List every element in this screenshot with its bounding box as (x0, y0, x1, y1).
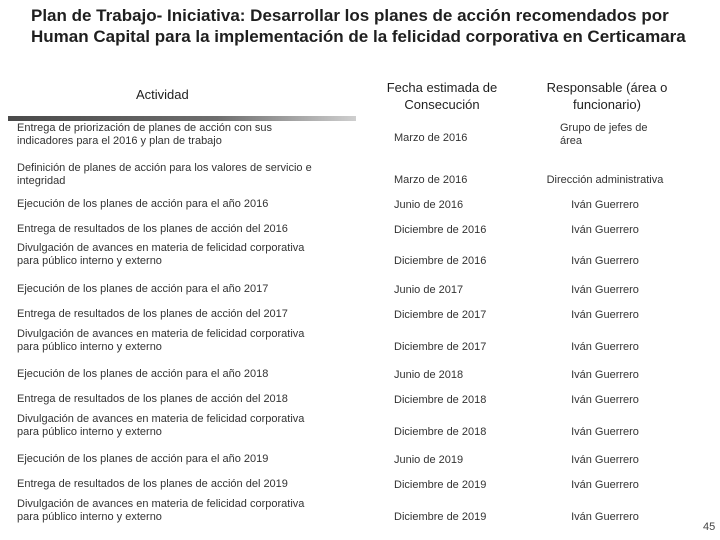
cell-actividad: Ejecución de los planes de acción para el año 2019 (17, 453, 269, 465)
cell-responsable: Iván Guerrero (571, 394, 639, 406)
cell-actividad: Entrega de resultados de los planes de acción del 2019 (17, 478, 288, 490)
cell-responsable: Iván Guerrero (571, 309, 639, 321)
cell-fecha: Junio de 2017 (394, 284, 464, 296)
header-responsable: Responsable (área o funcionario) (546, 80, 668, 112)
cell-fecha: Junio de 2018 (394, 369, 464, 381)
cell-actividad: Ejecución de los planes de acción para el año 2018 (17, 368, 269, 380)
header-actividad: Actividad (136, 87, 189, 102)
header-underline (8, 116, 356, 121)
cell-responsable: Iván Guerrero (571, 255, 639, 267)
cell-fecha: Diciembre de 2016 (394, 255, 487, 267)
page-number: 45 (703, 521, 716, 533)
cell-actividad: Entrega de resultados de los planes de acción del 2018 (17, 393, 288, 405)
cell-actividad: Divulgación de avances en materia de felicidad corporativa para público interno y externo (17, 498, 305, 523)
cell-fecha: Diciembre de 2019 (394, 479, 487, 491)
table-row (0, 162, 720, 198)
cell-fecha: Diciembre de 2016 (394, 224, 487, 236)
cell-actividad: Entrega de resultados de los planes de acción del 2017 (17, 308, 288, 320)
cell-responsable: Iván Guerrero (571, 224, 639, 236)
cell-responsable: Iván Guerrero (571, 341, 639, 353)
cell-responsable: Iván Guerrero (571, 369, 639, 381)
cell-fecha: Junio de 2019 (394, 454, 464, 466)
table-row (0, 413, 720, 449)
cell-responsable: Iván Guerrero (571, 511, 639, 523)
cell-fecha: Diciembre de 2017 (394, 309, 487, 321)
cell-actividad: Divulgación de avances en materia de felicidad corporativa para público interno y externo (17, 413, 305, 438)
cell-fecha: Diciembre de 2018 (394, 394, 487, 406)
page-title: Plan de Trabajo- Iniciativa: Desarrollar los planes de acción recomendados por Human Capital para la implementación de la felicidad corporativa en Certicamara (31, 6, 686, 46)
cell-actividad: Divulgación de avances en materia de felicidad corporativa para público interno y externo (17, 242, 305, 267)
cell-responsable: Iván Guerrero (571, 199, 639, 211)
cell-fecha: Diciembre de 2018 (394, 426, 487, 438)
cell-actividad: Divulgación de avances en materia de felicidad corporativa para público interno y externo (17, 328, 305, 353)
table-row (0, 242, 720, 278)
cell-actividad: Ejecución de los planes de acción para el año 2016 (17, 198, 269, 210)
cell-fecha: Diciembre de 2019 (394, 511, 487, 523)
cell-actividad: Entrega de resultados de los planes de acción del 2016 (17, 223, 288, 235)
cell-fecha: Junio de 2016 (394, 199, 464, 211)
cell-actividad: Definición de planes de acción para los valores de servicio e integridad (17, 162, 312, 187)
cell-responsable: Grupo de jefes de área (560, 122, 648, 147)
cell-responsable: Iván Guerrero (571, 284, 639, 296)
cell-responsable: Iván Guerrero (571, 426, 639, 438)
cell-fecha: Diciembre de 2017 (394, 341, 487, 353)
cell-responsable: Dirección administrativa (546, 174, 664, 186)
cell-actividad: Entrega de priorización de planes de acción con sus indicadores para el 2016 y plan de trabajo (17, 122, 272, 147)
cell-fecha: Marzo de 2016 (394, 174, 468, 186)
header-fecha: Fecha estimada de Consecución (386, 80, 498, 112)
cell-responsable: Iván Guerrero (571, 479, 639, 491)
cell-fecha: Marzo de 2016 (394, 132, 468, 144)
cell-responsable: Iván Guerrero (571, 454, 639, 466)
table-row (0, 328, 720, 364)
table-row (0, 122, 720, 158)
table-row (0, 498, 720, 534)
cell-actividad: Ejecución de los planes de acción para el año 2017 (17, 283, 269, 295)
